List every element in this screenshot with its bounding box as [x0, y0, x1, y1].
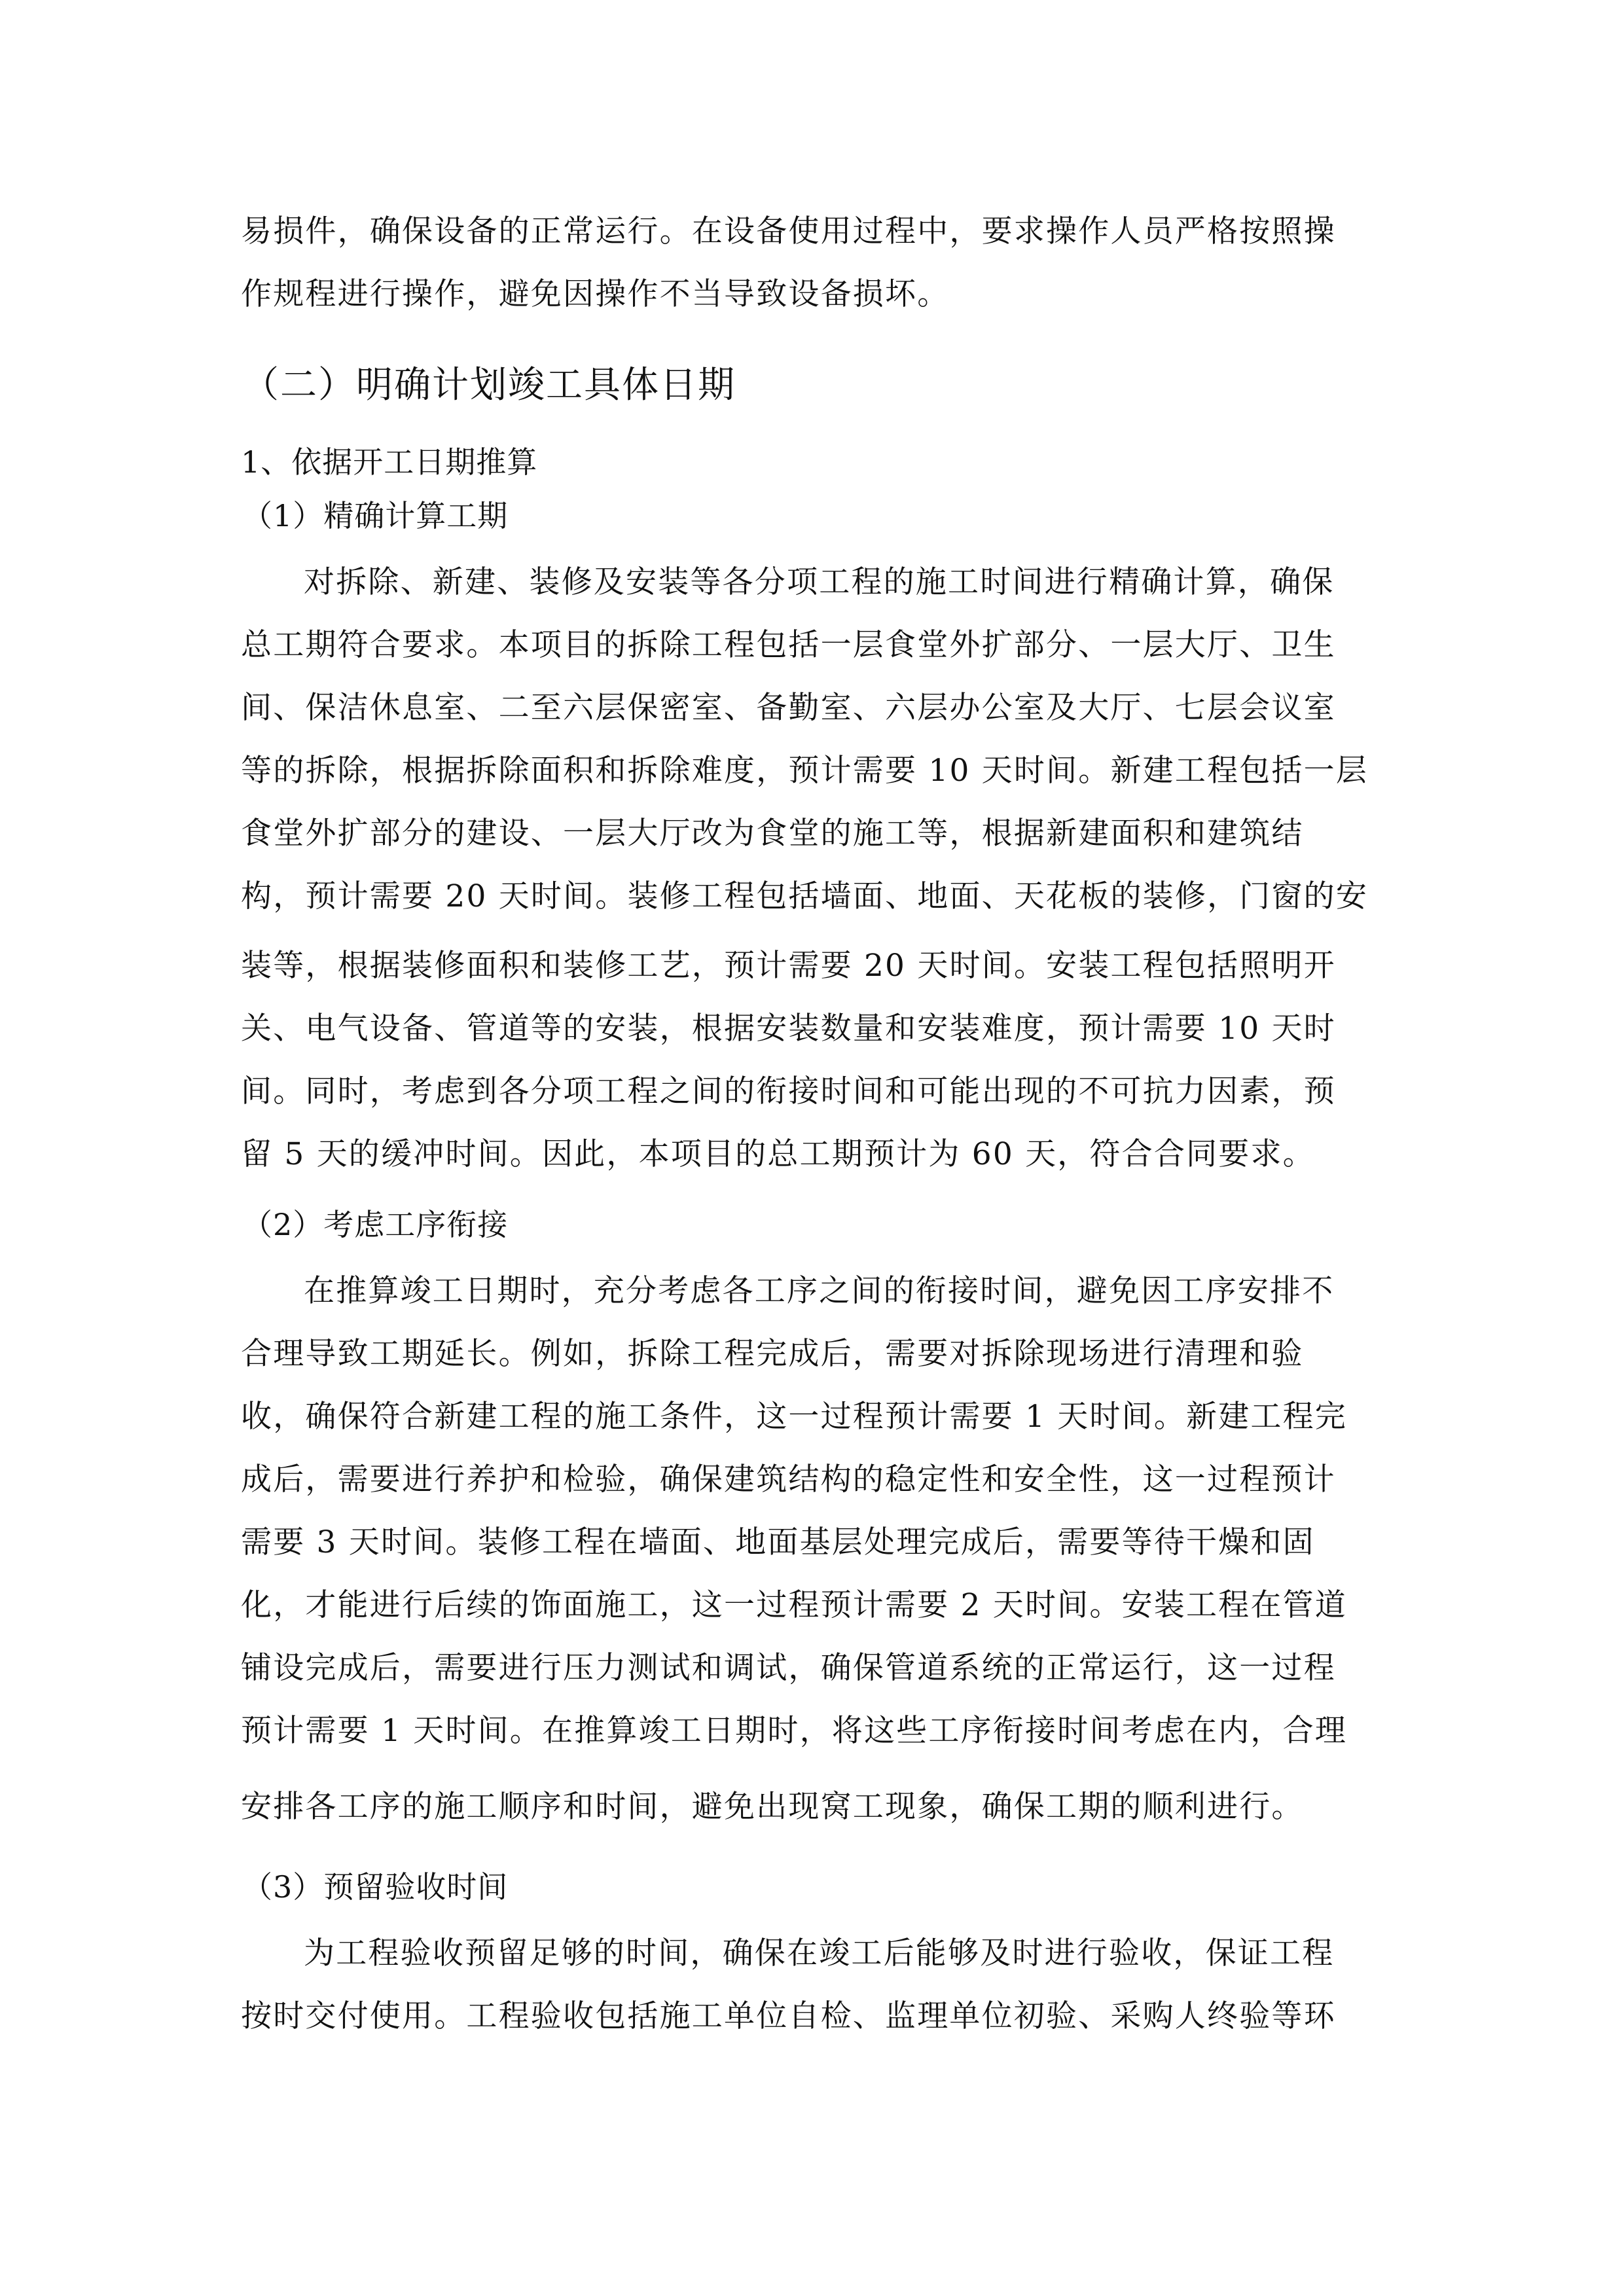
paragraph-line: 成后，需要进行养护和检验，确保建筑结构的稳定性和安全性，这一过程预计 [241, 1462, 1336, 1498]
paragraph-line: 等的拆除，根据拆除面积和拆除难度，预计需要 10 天时间。新建工程包括一层 [241, 753, 1369, 789]
paragraph-line: 按时交付使用。工程验收包括施工单位自检、监理单位初验、采购人终验等环 [241, 1998, 1336, 2034]
paragraph-line: 预计需要 1 天时间。在推算竣工日期时，将这些工序衔接时间考虑在内，合理 [241, 1713, 1347, 1749]
item-heading: （1）精确计算工期 [242, 498, 509, 533]
paragraph-line: 关、电气设备、管道等的安装，根据安装数量和安装难度，预计需要 10 天时 [241, 1011, 1336, 1047]
paragraph-line: 安排各工序的施工顺序和时间，避免出现窝工现象，确保工期的顺利进行。 [241, 1789, 1304, 1825]
paragraph-line: 易损件，确保设备的正常运行。在设备使用过程中，要求操作人员严格按照操 [241, 213, 1336, 249]
paragraph-line: 对拆除、新建、装修及安装等各分项工程的施工时间进行精确计算，确保 [304, 564, 1335, 600]
paragraph-line: 合理导致工期延长。例如，拆除工程完成后，需要对拆除现场进行清理和验 [241, 1336, 1304, 1372]
paragraph-line: 装等，根据装修面积和装修工艺，预计需要 20 天时间。安装工程包括照明开 [241, 948, 1336, 984]
paragraph-line: 铺设完成后，需要进行压力测试和调试，确保管道系统的正常运行，这一过程 [241, 1650, 1336, 1686]
paragraph-line: 在推算竣工日期时，充分考虑各工序之间的衔接时间，避免因工序安排不 [304, 1273, 1335, 1309]
paragraph-line: 构，预计需要 20 天时间。装修工程包括墙面、地面、天花板的装修，门窗的安 [241, 878, 1369, 914]
section-heading: （二）明确计划竣工具体日期 [242, 364, 736, 406]
paragraph-line: 收，确保符合新建工程的施工条件，这一过程预计需要 1 天时间。新建工程完 [241, 1399, 1347, 1435]
paragraph-line: 需要 3 天时间。装修工程在墙面、地面基层处理完成后，需要等待干燥和固 [241, 1524, 1315, 1560]
paragraph-line: 间、保洁休息室、二至六层保密室、备勤室、六层办公室及大厅、七层会议室 [241, 690, 1336, 726]
paragraph-line: 化，才能进行后续的饰面施工，这一过程预计需要 2 天时间。安装工程在管道 [241, 1587, 1347, 1623]
paragraph-line: 间。同时，考虑到各分项工程之间的衔接时间和可能出现的不可抗力因素，预 [241, 1073, 1336, 1109]
item-heading: （2）考虑工序衔接 [242, 1207, 509, 1242]
paragraph-line: 为工程验收预留足够的时间，确保在竣工后能够及时进行验收，保证工程 [304, 1935, 1335, 1971]
paragraph-line: 作规程进行操作，避免因操作不当导致设备损坏。 [241, 276, 950, 312]
paragraph-line: 食堂外扩部分的建设、一层大厅改为食堂的施工等，根据新建面积和建筑结 [241, 816, 1304, 852]
item-heading: （3）预留验收时间 [242, 1869, 509, 1905]
paragraph-line: 留 5 天的缓冲时间。因此，本项目的总工期预计为 60 天，符合合同要求。 [241, 1136, 1315, 1172]
subsection-heading: 1、依据开工日期推算 [241, 444, 538, 480]
paragraph-line: 总工期符合要求。本项目的拆除工程包括一层食堂外扩部分、一层大厅、卫生 [241, 627, 1336, 663]
